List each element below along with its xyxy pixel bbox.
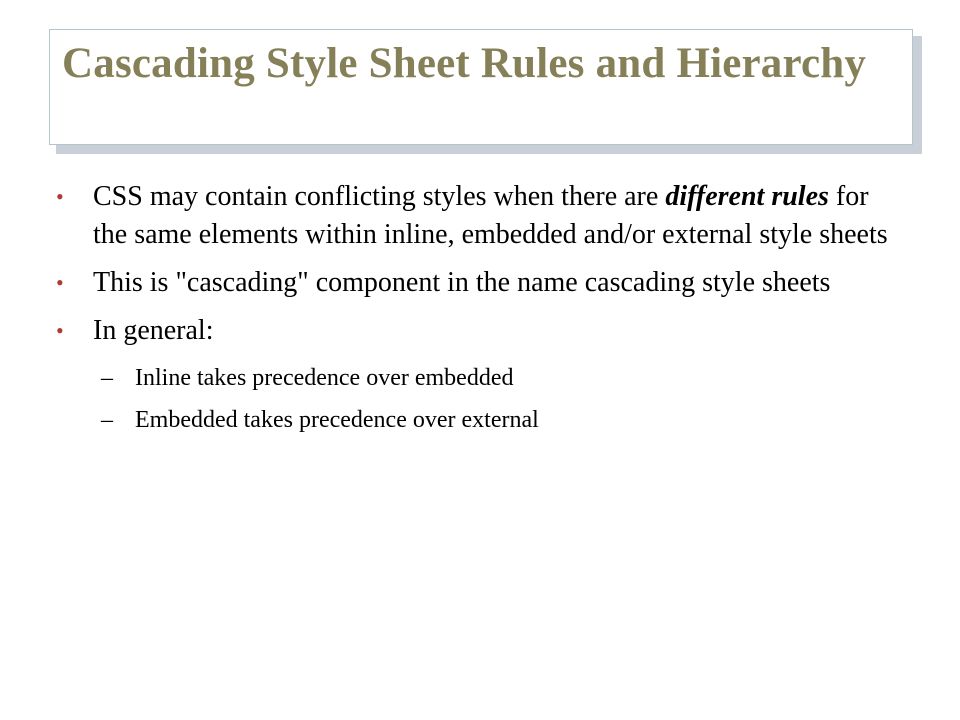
- dash-icon: –: [101, 407, 113, 433]
- bullet-text-pre: CSS may contain conflicting styles when there are: [93, 181, 666, 212]
- subbullet-text: Inline takes precedence over embedded: [135, 365, 514, 391]
- bullet-dot-icon: •: [56, 270, 64, 295]
- bullet-item-in-general: [56, 312, 906, 350]
- bullet-text: In general:: [93, 315, 214, 346]
- bullet-dot-icon: •: [56, 184, 64, 209]
- bullet-text: This is "cascading" component in the name cascading style sheets: [93, 267, 831, 298]
- slide-title: Cascading Style Sheet Rules and Hierarchy: [62, 40, 867, 87]
- bullet-list: [56, 178, 906, 444]
- subbullet-item-inline: [56, 360, 906, 396]
- subbullet-item-embedded: [56, 402, 906, 438]
- dash-icon: –: [101, 365, 113, 391]
- title-box: [49, 29, 913, 145]
- bullet-dot-icon: •: [56, 318, 64, 343]
- bullet-item-cascading: [56, 264, 906, 302]
- bullet-item-conflicting-styles: [56, 178, 906, 254]
- bullet-text-emphasis: different rules: [665, 181, 829, 212]
- bullet-text-post: for the same elements within inline, embedded and/or external style sheets: [93, 181, 888, 250]
- subbullet-text: Embedded takes precedence over external: [135, 407, 539, 433]
